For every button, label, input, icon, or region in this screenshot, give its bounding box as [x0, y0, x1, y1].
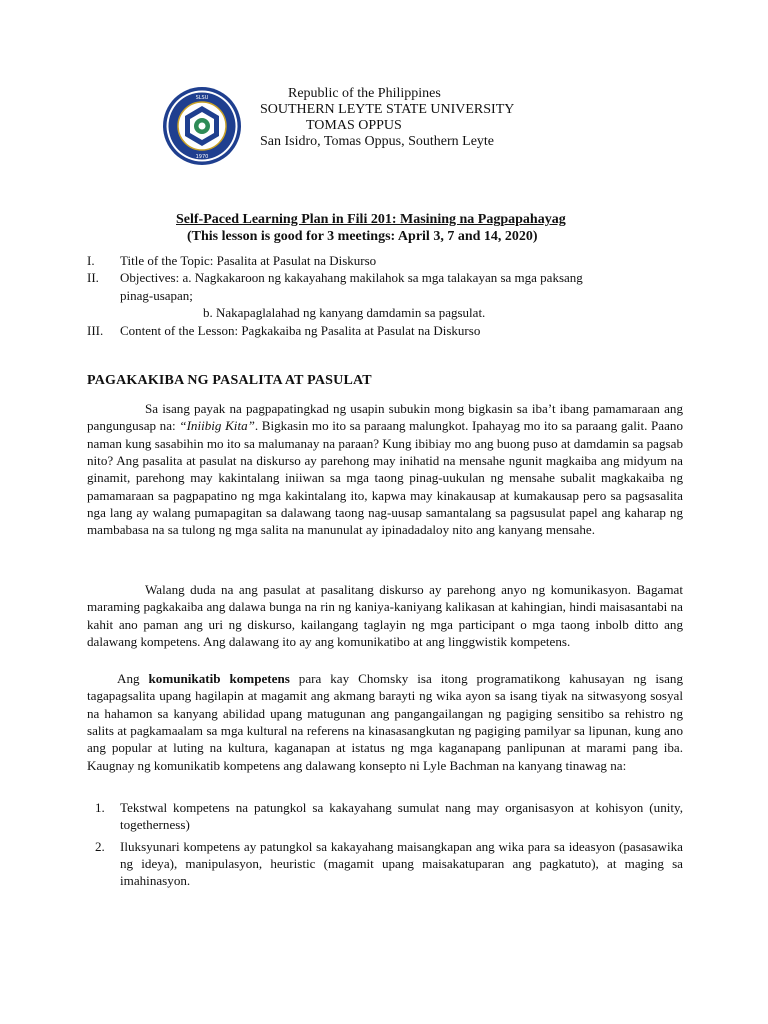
- republic-line: Republic of the Philippines: [288, 86, 441, 101]
- outline-continuation: pinag-usapan;: [120, 287, 193, 303]
- university-name: SOUTHERN LEYTE STATE UNIVERSITY: [260, 102, 515, 117]
- outline-objective-b: b. Nakapaglalahad ng kanyang damdamin sa pagsulat.: [203, 305, 486, 321]
- outline-number: III.: [87, 322, 104, 338]
- paragraph-text: Ang: [117, 671, 149, 686]
- campus-address: San Isidro, Tomas Oppus, Southern Leyte: [260, 134, 495, 149]
- outline-number: I.: [87, 253, 95, 268]
- svg-text:SLSU: SLSU: [195, 95, 209, 101]
- list-number: 2.: [95, 838, 105, 854]
- paragraph-3: [87, 670, 683, 774]
- plan-title: [176, 212, 566, 228]
- outline-text: Objectives: a. Nagkakaroon ng kakayahang makilahok sa mga talakayan sa mga paksang: [120, 270, 583, 286]
- paragraph-text: Sa isang payak na pagpapatingkad ng usapin subukin mong bigkasin sa iba’t ibang pamamaraan ang pangungusap na:: [87, 401, 683, 434]
- paragraph-text: . Bigkasin mo ito sa paraang malungkot. Ipahayag mo ito sa paraang galit. Paano naman kung sasabihin mo ito sa malumanay na paraan? Kung ibibiay mo ang buong puso at damdamin sa pagsab nito? Ang pasalita at pasulat na diskurso ay parehong may inihatid na mensahe ngunit magkaiba ang midyum na ginamit, parehong may kakintalang iniiwan sa mga taong pinag-uukulan ng mensahe subalit magkakaiba ng pamamaraan sa pagpapatino ng mga kakintalang ito, kapwa may kinakausap at kumakausap pero sa pagsasalita nga lang ay walang pumapagitan sa dalawang taong nag-uusap samantalang sa pagsusulat papel ang kaharap ng mambabasa na sa tulong ng mga salita na manunulat ay ipinadadaloy nito ang kanyang mensahe.: [87, 418, 683, 538]
- paragraph-2: [87, 581, 683, 650]
- list-text: Tekstwal kompetens na patungkol sa kakayahang sumulat nang may organisasyon at kohisyon (unity, togetherness): [120, 800, 683, 833]
- list-text: Iluksyunari kompetens ay patungkol sa kakayahang maisangkapan ang wika para sa ideasyon (pasasawika ng ideya), manipulasyon, heuristic (magamit upang maisakatuparan ang pagkatuto), at maging sa imahinasyon.: [120, 838, 683, 889]
- letterhead: [162, 86, 722, 166]
- letterhead-text: [260, 86, 514, 150]
- outline-text: Content of the Lesson: Pagkakaiba ng Pasalita at Pasulat na Diskurso: [120, 322, 481, 338]
- outline-number: II.: [87, 270, 99, 286]
- plan-subtitle: (This lesson is good for 3 meetings: April 3, 7 and 14, 2020): [187, 229, 538, 244]
- svg-text:1970: 1970: [195, 154, 209, 160]
- outline-item-objectives: [87, 269, 697, 286]
- campus-name: TOMAS OPPUS: [306, 118, 402, 133]
- bold-term: komunikatib kompetens: [148, 671, 290, 686]
- plan-title-text: Self-Paced Learning Plan in Fili 201: Masining na Pagpapahayag: [176, 212, 566, 227]
- list-item: [95, 838, 683, 890]
- paragraph-text: para kay Chomsky isa itong programatikong kahusayan ng isang tagapagsalita upang hagilapin at magamit ang akmang barayti ng wika ayon sa isang tiyak na sitwasyong sosyal na hahamon sa kanyang abilidad upang matugunan ang pangangailangan ng pagiging sensitibo sa rehistro ng salits at pagkamaalam sa mga kultural na referens na kinasasangkutan ng pagiging pamilyar sa lipunan, kung ano ang popular at luting na kultura, kaganapan at istatus ng mga kaganapang panlipunan at marami pang iba. Kaugnay ng komunikatib kompetens ang dalawang konsepto ni Lyle Bachman na kanyang tinawag na:: [87, 671, 683, 773]
- outline-text: Title of the Topic: Pasalita at Pasulat na Diskurso: [120, 253, 377, 268]
- quoted-phrase: “Iniibig Kita”: [179, 418, 255, 434]
- paragraph-1: [87, 400, 683, 539]
- list-number: 1.: [95, 800, 105, 815]
- section-heading: PAGAKAKIBA NG PASALITA AT PASULAT: [87, 373, 372, 388]
- list-item: [95, 799, 683, 834]
- paragraph-text: Walang duda na ang pasulat at pasalitang diskurso ay parehong anyo ng komunikasyon. Bagamat maraming pagkakaiba ang dalawa bunga na rin ng kaniya-kaniyang kalikasan at kahingian, hindi maisasantabi na kahit ano paman ang uri ng diskurso, kailangang taglayin ng mga participant o mga taong inbolb ditto ang dalawang kompetens. Ang dalawang ito ay ang komunikatibo at ang linggwistik kompetens.: [87, 582, 683, 650]
- outline-item-content: [87, 322, 697, 339]
- outline-item-title: [87, 252, 697, 269]
- lesson-outline: [87, 252, 697, 339]
- numbered-list: [87, 799, 683, 890]
- university-seal-icon: [162, 86, 242, 166]
